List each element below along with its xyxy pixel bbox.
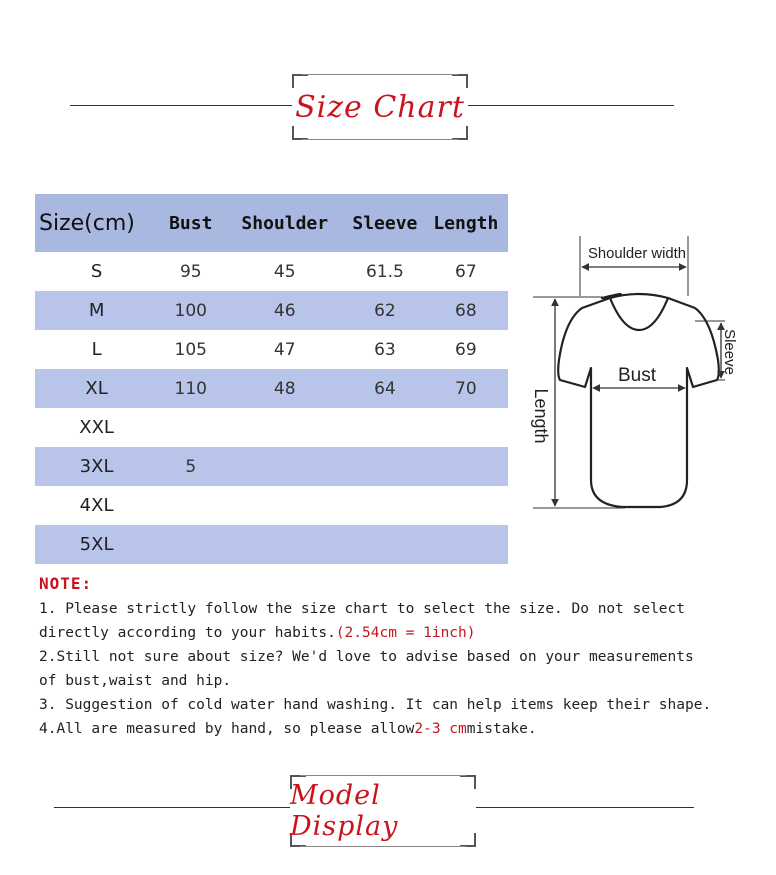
note-line-3: 2.Still not sure about size? We'd love to advise based on your measurements xyxy=(39,649,694,665)
shoulder-cell xyxy=(223,447,346,486)
size-chart-title: Size Chart xyxy=(295,89,465,125)
shoulder-cell: 48 xyxy=(273,378,296,399)
sleeve-cell: 62 xyxy=(374,300,396,321)
notes-section xyxy=(39,571,759,741)
note-line-4: of bust,waist and hip. xyxy=(39,673,232,689)
column-header-shoulder: Shoulder xyxy=(241,212,329,234)
shoulder-cell: 45 xyxy=(273,261,296,282)
note-title: NOTE: xyxy=(39,574,93,593)
sleeve-label: Sleeve xyxy=(721,329,738,375)
shoulder-width-label: Shoulder width xyxy=(588,245,686,262)
model-display-title-frame xyxy=(290,775,476,847)
table-row xyxy=(35,252,508,291)
heading-rule-left xyxy=(70,105,292,106)
bust-cell: 5 xyxy=(185,456,197,477)
heading-rule-left xyxy=(54,807,290,808)
size-cell: M xyxy=(88,300,105,321)
size-cell: 5XL xyxy=(79,534,114,555)
column-header-sleeve: Sleeve xyxy=(352,212,418,234)
table-row xyxy=(35,291,508,330)
shoulder-cell xyxy=(223,486,346,525)
bust-cell: 110 xyxy=(174,378,207,399)
tolerance-text: 2-3 cm xyxy=(414,721,467,737)
length-cell: 67 xyxy=(455,261,477,282)
table-row xyxy=(35,369,508,408)
sleeve-cell xyxy=(346,486,424,525)
note-line-6-end: mistake. xyxy=(466,721,537,737)
sleeve-cell: 61.5 xyxy=(365,261,404,282)
bust-cell: 105 xyxy=(174,339,207,360)
table-row xyxy=(35,408,508,447)
table-row xyxy=(35,330,508,369)
note-line-2-text: directly according to your habits. xyxy=(39,625,336,641)
shoulder-cell: 46 xyxy=(273,300,296,321)
column-header-size: Size(cm) xyxy=(39,210,135,236)
note-line-6-text: 4.All are measured by hand, so please allow xyxy=(39,721,415,737)
bust-cell xyxy=(158,525,223,564)
shoulder-cell xyxy=(223,525,346,564)
length-cell xyxy=(424,486,508,525)
table-row xyxy=(35,447,508,486)
size-cell: L xyxy=(91,339,102,360)
table-header-row xyxy=(35,194,508,252)
bust-cell: 95 xyxy=(179,261,202,282)
shoulder-cell xyxy=(223,408,346,447)
length-cell: 70 xyxy=(455,378,477,399)
inch-conversion-text: (2.54cm = 1inch) xyxy=(335,625,476,641)
note-line-6 xyxy=(39,717,759,741)
size-cell: XL xyxy=(85,378,108,399)
size-cell: 3XL xyxy=(79,456,114,477)
heading-rule-right xyxy=(476,807,694,808)
size-chart-heading xyxy=(0,72,776,142)
table-row xyxy=(35,525,508,564)
length-cell: 69 xyxy=(455,339,477,360)
sleeve-cell xyxy=(346,447,424,486)
sleeve-cell: 64 xyxy=(374,378,396,399)
note-line-5: 3. Suggestion of cold water hand washing. It can help items keep their shape. xyxy=(39,697,712,713)
size-table xyxy=(35,194,508,564)
length-label: Length xyxy=(531,388,551,444)
length-cell xyxy=(424,525,508,564)
bust-cell xyxy=(158,408,223,447)
table-row xyxy=(35,486,508,525)
sleeve-cell xyxy=(346,408,424,447)
note-line-1: 1. Please strictly follow the size chart to select the size. Do not select xyxy=(39,601,686,617)
model-display-heading xyxy=(0,773,776,849)
column-header-length: Length xyxy=(433,212,499,234)
bust-cell xyxy=(158,486,223,525)
tshirt-measurement-diagram xyxy=(525,230,765,520)
sleeve-cell: 63 xyxy=(374,339,396,360)
bust-cell: 100 xyxy=(174,300,207,321)
size-cell: XXL xyxy=(79,417,114,438)
model-display-title: Model Display xyxy=(290,780,399,842)
note-line-2 xyxy=(39,621,759,645)
length-cell xyxy=(424,408,508,447)
length-cell xyxy=(424,447,508,486)
size-chart-title-frame xyxy=(292,74,468,140)
column-header-bust: Bust xyxy=(169,212,213,234)
tshirt-outline-icon xyxy=(558,294,719,507)
shoulder-cell: 47 xyxy=(273,339,296,360)
heading-rule-right xyxy=(468,105,674,106)
size-cell: S xyxy=(90,261,103,282)
length-cell: 68 xyxy=(455,300,477,321)
size-cell: 4XL xyxy=(79,495,114,516)
sleeve-cell xyxy=(346,525,424,564)
bust-label: Bust xyxy=(617,365,657,386)
